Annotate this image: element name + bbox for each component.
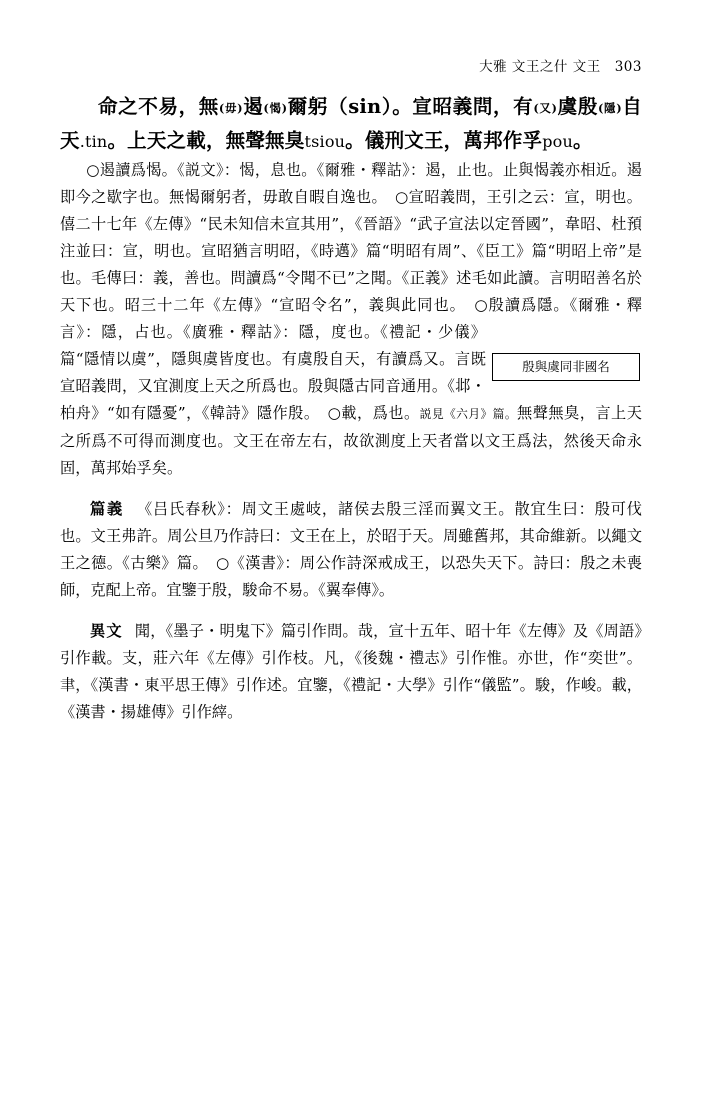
verse-paragraph bbox=[60, 90, 642, 157]
section-pianyi bbox=[60, 496, 642, 604]
verse-text-4: 爾躬（sin）。宣昭義問，有 bbox=[287, 95, 534, 118]
commentary-text-smallnote: 説見《六月》篇。 bbox=[419, 407, 518, 422]
romanization-3: pou bbox=[542, 131, 573, 151]
commentary-paragraph bbox=[60, 157, 642, 482]
running-title: 大雅 文王之什 文王 bbox=[479, 59, 601, 75]
gloss-4: (隱) bbox=[597, 101, 622, 115]
verse-text-2: ，無 bbox=[178, 95, 219, 118]
page-body bbox=[60, 90, 642, 726]
page-number: 303 bbox=[614, 59, 642, 75]
section-text-pianyi: 《吕氏春秋》：周文王處岐，諸侯去殷三淫而翼文王。散宜生曰：殷可伐也。文王弗許。周公旦乃作詩曰：文王在上，於昭于天。周雖舊邦，其命維新。以繩文王之德。《古樂》篇。 ○《漢書》：周公作詩深戒成王，以恐失天下。詩曰：殷之未喪師，克配上帝。宜鑒于殷，駿命不易。《翼奉傳》。 bbox=[60, 499, 642, 599]
gloss-2: (愒) bbox=[263, 101, 288, 115]
commentary-text-main: ○遏讀爲愒。《説文》：愒，息也。《爾雅・釋詁》：遏，止也。止與愒義亦相近。遏即今之歇字也。無愒爾躬者，毋敢自暇自逸也。 ○宣昭義問，王引之云：宣，明也。僖二十七年《左傳》“民未知信未宣其用”，《晉語》“武子宣法以定晉國”，韋昭、杜預注並曰：宣，明也。宣昭猶言明昭，《時邁》篇“明昭有周”、《臣工》篇“明昭上帝”是也。毛傳曰：義，善也。問讀爲“令聞不已”之聞。《正義》述毛如此讀。言明昭善名於天下也。昭三十二年《左傳》“宣昭令名”，義與此同也。 ○殷讀爲隱。《爾雅・釋言》：隱，占也。《廣雅・釋詁》：隱，度也。《禮記・少儀》篇“隱情以虞”，隱與虞皆度也。有虞殷自天，有讀爲又。言既宣昭義問，又宜測度上天之所爲也。殷與隱古同音通用。《邶・柏舟》“如有隱憂”，《韓詩》隱作殷。 ○載，爲也。 bbox=[60, 161, 642, 423]
marginal-note-text: 殷與虞同非國名 bbox=[522, 359, 610, 375]
marginal-note-box bbox=[492, 353, 640, 381]
section-yiwen bbox=[60, 618, 642, 726]
section-label-pianyi: 篇義 bbox=[90, 499, 125, 518]
verse-text-8: 。上天之載，無聲無臭 bbox=[107, 128, 305, 152]
gloss-1: (毋) bbox=[218, 101, 243, 115]
romanization-1: .tin bbox=[79, 131, 108, 151]
verse-text-11: 。 bbox=[572, 128, 593, 152]
verse-text-7: 自天 bbox=[60, 95, 643, 152]
verse-text-9: 。儀刑文王，萬邦 bbox=[345, 128, 503, 152]
section-label-yiwen: 異文 bbox=[90, 621, 123, 640]
verse-text-1: 命之不易 bbox=[98, 95, 179, 118]
verse-text-3: 遏 bbox=[242, 95, 264, 118]
gloss-3: (又) bbox=[533, 101, 558, 115]
verse-text-6: 殷 bbox=[577, 95, 598, 118]
verse-text-5: 虞 bbox=[557, 95, 578, 118]
romanization-2: tsiou bbox=[304, 131, 346, 151]
section-text-yiwen: 聞，《墨子・明鬼下》篇引作問。哉，宣十五年、昭十年《左傳》及《周語》引作載。支，莊六年《左傳》引作枝。凡，《後魏・禮志》引作惟。亦世，作“奕世”。聿，《漢書・東平思王傳》引作述。宜鑒，《禮記・大學》引作“儀監”。駿，作峻。載，《漢書・揚雄傳》引作縡。 bbox=[60, 621, 642, 721]
page-header bbox=[479, 55, 642, 75]
commentary-text-cont: 無聲無臭，言上天之所爲不可得而測度也。文王在帝左右，故欲測度上天者當以文王爲法，然後天命永固，萬邦始孚矣。 bbox=[60, 404, 642, 477]
verse-text-10: 作孚 bbox=[502, 128, 543, 152]
